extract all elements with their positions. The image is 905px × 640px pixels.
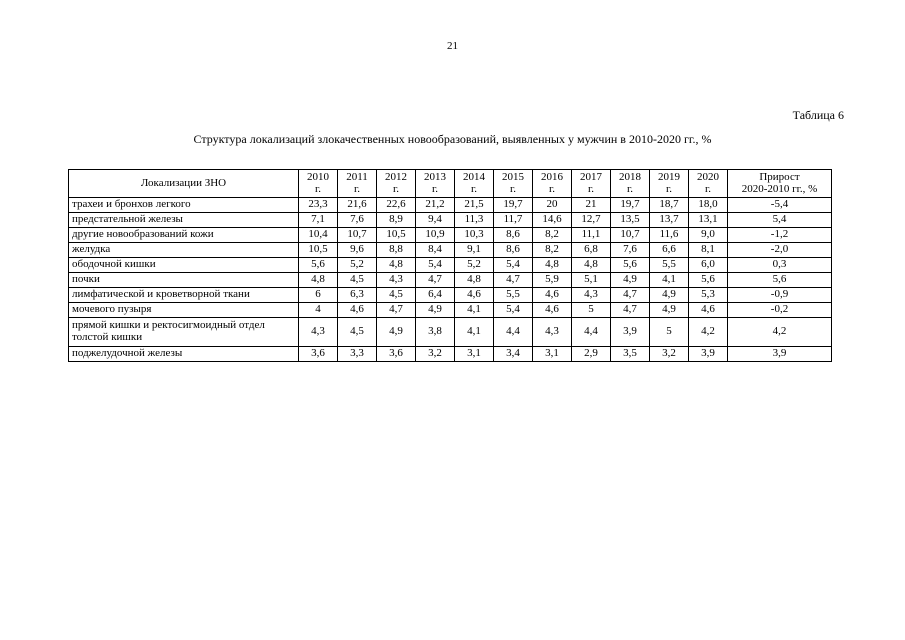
row-value: 4,1 [455, 318, 494, 347]
row-value: 9,0 [689, 228, 728, 243]
table-row [69, 303, 832, 318]
row-value: 4,9 [416, 303, 455, 318]
row-value: 21,5 [455, 198, 494, 213]
row-value: 5,6 [299, 258, 338, 273]
row-value: 4,9 [377, 318, 416, 347]
row-value: 4,8 [533, 258, 572, 273]
row-value: 19,7 [611, 198, 650, 213]
row-value: 8,2 [533, 228, 572, 243]
row-value: 18,0 [689, 198, 728, 213]
row-value: 13,5 [611, 213, 650, 228]
row-value: 4,3 [377, 273, 416, 288]
header-year-number: 2020 [697, 170, 719, 183]
row-value: 4,9 [611, 273, 650, 288]
row-value: 4,8 [377, 258, 416, 273]
row-value: 4,3 [533, 318, 572, 347]
row-location: трахеи и бронхов легкого [69, 198, 299, 213]
row-value: 4,9 [650, 288, 689, 303]
row-growth: 0,3 [728, 258, 832, 273]
row-value: 10,5 [377, 228, 416, 243]
row-value: 11,1 [572, 228, 611, 243]
row-value: 5,1 [572, 273, 611, 288]
row-value: 5,4 [494, 303, 533, 318]
header-year-number: 2013 [424, 170, 446, 183]
row-value: 10,4 [299, 228, 338, 243]
header-year-suffix: г. [314, 182, 322, 195]
row-value: 3,2 [650, 347, 689, 362]
header-year [455, 170, 494, 198]
row-value: 13,7 [650, 213, 689, 228]
table-header [69, 170, 832, 198]
header-year-number: 2012 [385, 170, 407, 183]
row-growth: -0,2 [728, 303, 832, 318]
row-value: 5,9 [533, 273, 572, 288]
row-value: 3,4 [494, 347, 533, 362]
row-value: 9,4 [416, 213, 455, 228]
row-value: 6,8 [572, 243, 611, 258]
header-year-number: 2018 [619, 170, 641, 183]
row-value: 5,2 [338, 258, 377, 273]
row-value: 19,7 [494, 198, 533, 213]
row-value: 5 [650, 318, 689, 347]
header-year [572, 170, 611, 198]
row-location: мочевого пузыря [69, 303, 299, 318]
header-year-suffix: г. [392, 182, 400, 195]
row-value: 8,2 [533, 243, 572, 258]
row-value: 4,1 [650, 273, 689, 288]
row-value: 5,2 [455, 258, 494, 273]
row-location: предстательной железы [69, 213, 299, 228]
table-label: Таблица 6 [792, 108, 844, 122]
header-growth-line2: 2020-2010 гг., % [741, 182, 818, 195]
row-value: 5,6 [611, 258, 650, 273]
row-location: ободочной кишки [69, 258, 299, 273]
header-growth [728, 170, 832, 198]
row-value: 8,6 [494, 228, 533, 243]
row-value: 4,6 [533, 288, 572, 303]
row-value: 3,8 [416, 318, 455, 347]
row-value: 3,5 [611, 347, 650, 362]
row-value: 5,3 [689, 288, 728, 303]
header-year [611, 170, 650, 198]
row-value: 11,6 [650, 228, 689, 243]
row-value: 10,7 [611, 228, 650, 243]
row-value: 5 [572, 303, 611, 318]
row-growth: -0,9 [728, 288, 832, 303]
table-row [69, 273, 832, 288]
table-row [69, 228, 832, 243]
header-year-number: 2019 [658, 170, 680, 183]
row-growth: -5,4 [728, 198, 832, 213]
row-location: прямой кишки и ректосигмоидный отдел толстой кишки [69, 318, 299, 347]
page-number: 21 [447, 40, 458, 52]
row-value: 4,7 [611, 288, 650, 303]
header-year [650, 170, 689, 198]
header-year [533, 170, 572, 198]
row-value: 4,4 [494, 318, 533, 347]
row-value: 3,2 [416, 347, 455, 362]
localization-table [68, 169, 832, 362]
header-year-number: 2017 [580, 170, 602, 183]
row-value: 3,9 [611, 318, 650, 347]
header-year [689, 170, 728, 198]
header-row [69, 170, 832, 198]
table-body [69, 198, 832, 362]
row-location: другие новообразований кожи [69, 228, 299, 243]
row-value: 10,9 [416, 228, 455, 243]
row-value: 4,7 [611, 303, 650, 318]
header-location: Локализации ЗНО [69, 170, 299, 198]
row-value: 6,6 [650, 243, 689, 258]
row-value: 10,7 [338, 228, 377, 243]
row-value: 9,6 [338, 243, 377, 258]
row-location: лимфатической и кроветворной ткани [69, 288, 299, 303]
row-value: 4,8 [572, 258, 611, 273]
header-year-suffix: г. [626, 182, 634, 195]
row-value: 8,8 [377, 243, 416, 258]
header-year-suffix: г. [587, 182, 595, 195]
row-value: 21,6 [338, 198, 377, 213]
row-value: 8,9 [377, 213, 416, 228]
header-year-number: 2015 [502, 170, 524, 183]
table-row [69, 213, 832, 228]
row-value: 7,6 [611, 243, 650, 258]
row-value: 5,4 [494, 258, 533, 273]
row-value: 4,8 [455, 273, 494, 288]
row-value: 3,6 [377, 347, 416, 362]
row-value: 4,6 [455, 288, 494, 303]
row-value: 4,3 [572, 288, 611, 303]
row-value: 4,6 [533, 303, 572, 318]
table-row [69, 318, 832, 347]
row-value: 8,4 [416, 243, 455, 258]
row-value: 4,2 [689, 318, 728, 347]
row-value: 3,1 [455, 347, 494, 362]
row-value: 4,6 [689, 303, 728, 318]
row-value: 3,1 [533, 347, 572, 362]
row-value: 4,4 [572, 318, 611, 347]
row-value: 3,6 [299, 347, 338, 362]
row-location: желудка [69, 243, 299, 258]
row-value: 12,7 [572, 213, 611, 228]
row-value: 11,3 [455, 213, 494, 228]
table-row [69, 258, 832, 273]
table-row [69, 347, 832, 362]
row-value: 6,3 [338, 288, 377, 303]
row-growth: 5,4 [728, 213, 832, 228]
row-value: 10,5 [299, 243, 338, 258]
header-growth-line1: Прирост [759, 170, 800, 183]
row-growth: 5,6 [728, 273, 832, 288]
row-value: 4,5 [338, 318, 377, 347]
row-value: 2,9 [572, 347, 611, 362]
row-value: 18,7 [650, 198, 689, 213]
header-year-number: 2010 [307, 170, 329, 183]
header-year [338, 170, 377, 198]
row-value: 3,9 [689, 347, 728, 362]
row-value: 4,5 [338, 273, 377, 288]
row-value: 9,1 [455, 243, 494, 258]
row-value: 8,1 [689, 243, 728, 258]
row-value: 5,6 [689, 273, 728, 288]
row-value: 14,6 [533, 213, 572, 228]
row-value: 5,5 [650, 258, 689, 273]
table-caption: Структура локализаций злокачественных новообразований, выявленных у мужчин в 2010-2020 гг., % [193, 132, 712, 146]
row-value: 4,6 [338, 303, 377, 318]
row-value: 20 [533, 198, 572, 213]
row-value: 4,5 [377, 288, 416, 303]
row-value: 11,7 [494, 213, 533, 228]
row-growth: -1,2 [728, 228, 832, 243]
row-value: 3,3 [338, 347, 377, 362]
row-value: 4 [299, 303, 338, 318]
header-year [299, 170, 338, 198]
row-value: 5,5 [494, 288, 533, 303]
row-value: 4,8 [299, 273, 338, 288]
row-growth: 4,2 [728, 318, 832, 347]
row-value: 23,3 [299, 198, 338, 213]
row-value: 6 [299, 288, 338, 303]
row-value: 4,3 [299, 318, 338, 347]
row-location: почки [69, 273, 299, 288]
row-value: 6,0 [689, 258, 728, 273]
row-value: 7,6 [338, 213, 377, 228]
row-value: 8,6 [494, 243, 533, 258]
row-value: 21 [572, 198, 611, 213]
row-value: 21,2 [416, 198, 455, 213]
header-year-suffix: г. [548, 182, 556, 195]
row-value: 7,1 [299, 213, 338, 228]
table-row [69, 288, 832, 303]
header-year-suffix: г. [353, 182, 361, 195]
row-value: 13,1 [689, 213, 728, 228]
row-value: 22,6 [377, 198, 416, 213]
row-value: 4,1 [455, 303, 494, 318]
row-value: 4,7 [416, 273, 455, 288]
header-year [377, 170, 416, 198]
header-year-number: 2014 [463, 170, 485, 183]
header-year-suffix: г. [431, 182, 439, 195]
header-year-suffix: г. [509, 182, 517, 195]
table-row [69, 243, 832, 258]
row-value: 6,4 [416, 288, 455, 303]
header-year-suffix: г. [704, 182, 712, 195]
row-value: 4,7 [494, 273, 533, 288]
row-value: 4,9 [650, 303, 689, 318]
row-location: поджелудочной железы [69, 347, 299, 362]
header-year-suffix: г. [470, 182, 478, 195]
header-year-number: 2011 [346, 170, 368, 183]
row-growth: 3,9 [728, 347, 832, 362]
header-year-number: 2016 [541, 170, 563, 183]
header-year-suffix: г. [665, 182, 673, 195]
table-row [69, 198, 832, 213]
header-year [416, 170, 455, 198]
header-year [494, 170, 533, 198]
row-value: 4,7 [377, 303, 416, 318]
row-value: 5,4 [416, 258, 455, 273]
row-value: 10,3 [455, 228, 494, 243]
row-growth: -2,0 [728, 243, 832, 258]
